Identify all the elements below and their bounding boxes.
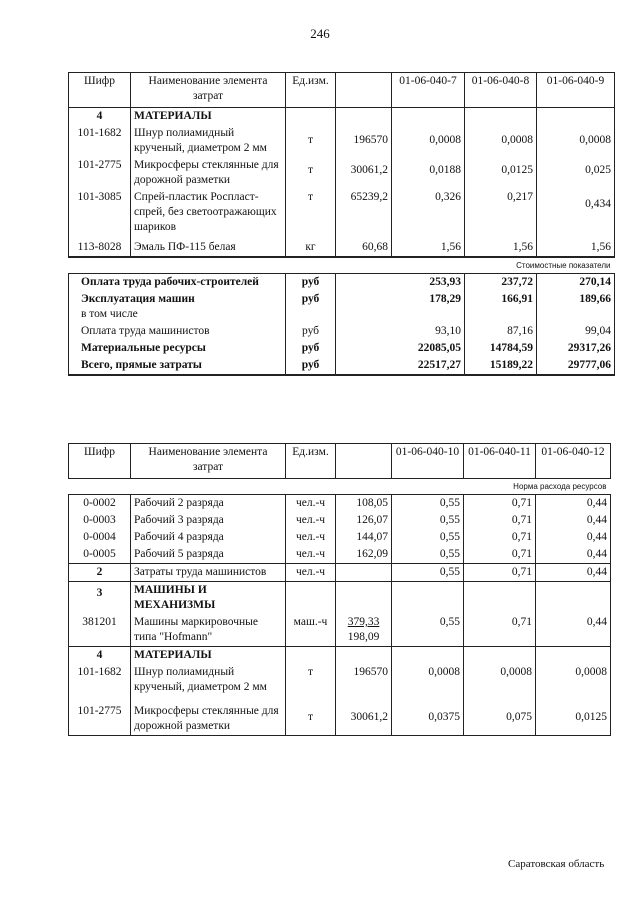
section-number: 3 [69,582,131,615]
price-cell: 108,05 [336,495,392,513]
price-cell [336,614,392,647]
unit-cell: чел.-ч [286,529,336,546]
table-row [69,236,615,257]
name-cell: Рабочий 2 разряда [131,495,286,513]
table-header-row [69,73,615,108]
value-cell: 0,71 [464,564,536,582]
summary-unit: руб [286,357,336,375]
price-cell: 196570 [336,125,392,157]
name-cell: Шнур полиамидный крученый, диаметром 2 мм [131,664,286,696]
section-title: МАШИНЫ И МЕХАНИЗМЫ [131,582,286,615]
value-cell: 1,56 [537,236,615,257]
summary-row [69,291,615,323]
summary-value: 29777,06 [537,357,615,375]
summary-value: 178,29 [336,291,465,323]
summary-value: 270,14 [537,274,615,292]
name-cell: Машины маркировочные типа "Hofmann" [131,614,286,647]
code-cell: 113-8028 [69,236,131,257]
value-cell: 0,434 [537,189,615,236]
code-cell: 0-0004 [69,529,131,546]
unit-cell: т [286,157,336,189]
header-cell: Ед.изм. [286,73,336,108]
cost-label-row [69,257,615,274]
header-cell: 01-06-040-8 [465,73,537,108]
value-cell: 0,0008 [464,664,536,696]
table-row [69,512,611,529]
section-row [69,582,611,615]
summary-value: 22085,05 [336,340,465,357]
summary-value: 87,16 [465,323,537,340]
cost-label: Стоимостные показатели [69,257,615,274]
name-cell: Рабочий 4 разряда [131,529,286,546]
summary-unit: руб [286,323,336,340]
code-cell: 101-2775 [69,157,131,189]
unit-cell: т [286,664,336,696]
table-row [69,495,611,513]
unit-cell: чел.-ч [286,546,336,564]
price-cell: 196570 [336,664,392,696]
section-title: МАТЕРИАЛЫ [131,647,286,665]
name-cell: Микросферы стеклянные для дорожной разметки [131,157,286,189]
value-cell: 0,44 [536,564,611,582]
code-cell: 101-2775 [69,696,131,736]
summary-name: Оплата труда рабочих-строителей [69,274,286,292]
price-cell: 30061,2 [336,696,392,736]
value-cell: 0,44 [536,546,611,564]
header-cell: 01-06-040-10 [392,444,464,479]
value-cell: 0,217 [465,189,537,236]
value-cell: 0,55 [392,614,464,647]
section-title: МАТЕРИАЛЫ [131,108,286,126]
page-number: 246 [310,26,330,41]
unit-cell: маш.-ч [286,614,336,647]
value-cell: 0,0375 [392,696,464,736]
value-cell: 0,71 [464,495,536,513]
value-cell: 0,71 [464,546,536,564]
header-cell: 01-06-040-7 [392,73,465,108]
value-cell: 0,55 [392,564,464,582]
name-cell: Шнур полиамидный крученый, диаметром 2 мм [131,125,286,157]
value-cell: 0,0125 [465,157,537,189]
table-row [69,664,611,696]
unit-cell: т [286,125,336,157]
value-cell: 0,0008 [537,125,615,157]
summary-name: Материальные ресурсы [69,340,286,357]
value-cell: 0,44 [536,614,611,647]
price-primary: 379,33 [347,616,380,628]
unit-cell: чел.-ч [286,564,336,582]
summary-row [69,274,615,292]
price-cell: 60,68 [336,236,392,257]
section-number: 4 [69,647,131,665]
summary-value: 189,66 [537,291,615,323]
value-cell: 0,44 [536,529,611,546]
code-cell: 0-0005 [69,546,131,564]
header-cell: Ед.изм. [286,444,336,479]
value-cell: 0,55 [392,546,464,564]
value-cell: 0,0008 [536,664,611,696]
norm-label: Норма расхода ресурсов [392,479,611,495]
header-cell: Шифр [69,73,131,108]
code-cell: 101-3085 [69,189,131,236]
summary-unit: руб [286,274,336,292]
header-cell: 01-06-040-12 [536,444,611,479]
summary-name: Оплата труда машинистов [69,323,286,340]
value-cell: 0,0008 [465,125,537,157]
resource-table-1 [68,72,615,376]
value-cell: 0,326 [392,189,465,236]
price-cell: 144,07 [336,529,392,546]
table-row [69,189,615,236]
unit-cell: т [286,189,336,236]
summary-sub: в том числе [81,308,138,320]
code-cell: 0-0002 [69,495,131,513]
name-cell: Затраты труда машинистов [131,564,286,582]
price-cell: 126,07 [336,512,392,529]
unit-cell: чел.-ч [286,495,336,513]
unit-cell: чел.-ч [286,512,336,529]
summary-value: 237,72 [465,274,537,292]
section-row [69,108,615,126]
value-cell: 0,71 [464,512,536,529]
value-cell: 0,0008 [392,125,465,157]
table-row [69,157,615,189]
header-cell: Наименование элемента затрат [131,73,286,108]
value-cell: 1,56 [465,236,537,257]
price-cell: 30061,2 [336,157,392,189]
summary-value: 166,91 [465,291,537,323]
section-number: 4 [69,108,131,126]
unit-cell: кг [286,236,336,257]
summary-name: Всего, прямые затраты [69,357,286,375]
unit-cell: т [286,696,336,736]
header-cell: Наименование элемента затрат [131,444,286,479]
value-cell: 0,075 [464,696,536,736]
value-cell: 0,0125 [536,696,611,736]
table-row [69,529,611,546]
header-cell [336,444,392,479]
value-cell: 0,55 [392,529,464,546]
norm-label-row [69,479,611,495]
summary-row [69,357,615,375]
code-cell: 0-0003 [69,512,131,529]
code-cell: 101-1682 [69,125,131,157]
summary-value: 253,93 [336,274,465,292]
price-cell: 65239,2 [336,189,392,236]
resource-table-2 [68,443,611,736]
header-cell: Шифр [69,444,131,479]
header-cell: 01-06-040-11 [464,444,536,479]
summary-unit: руб [286,340,336,357]
table-header-row [69,444,611,479]
value-cell: 0,44 [536,495,611,513]
table-row [69,125,615,157]
header-cell: 01-06-040-9 [537,73,615,108]
price-cell: 162,09 [336,546,392,564]
price-secondary: 198,09 [347,631,380,643]
value-cell: 0,71 [464,529,536,546]
value-cell: 0,0188 [392,157,465,189]
value-cell: 0,55 [392,512,464,529]
summary-row [69,323,615,340]
summary-value: 15189,22 [465,357,537,375]
summary-value: 99,04 [537,323,615,340]
summary-value: 22517,27 [336,357,465,375]
summary-name [69,291,286,323]
table-row [69,696,611,736]
value-cell: 0,0008 [392,664,464,696]
summary-row [69,340,615,357]
summary-name-main: Эксплуатация машин [81,293,195,305]
summary-unit: руб [286,291,336,323]
value-cell: 0,55 [392,495,464,513]
code-cell: 101-1682 [69,664,131,696]
summary-value: 93,10 [336,323,465,340]
name-cell: Рабочий 5 разряда [131,546,286,564]
summary-value: 29317,26 [537,340,615,357]
labor-row [69,564,611,582]
name-cell: Эмаль ПФ-115 белая [131,236,286,257]
name-cell: Спрей-пластик Роспласт-спрей, без светоотражающих шариков [131,189,286,236]
section-number: 2 [69,564,131,582]
table-row [69,614,611,647]
table-row [69,546,611,564]
value-cell: 1,56 [392,236,465,257]
value-cell: 0,44 [536,512,611,529]
name-cell: Рабочий 3 разряда [131,512,286,529]
code-cell: 381201 [69,614,131,647]
section-row [69,647,611,665]
value-cell: 0,71 [464,614,536,647]
region-footer: Саратовская область [508,858,605,870]
value-cell: 0,025 [537,157,615,189]
name-cell: Микросферы стеклянные для дорожной разметки [131,696,286,736]
summary-value: 14784,59 [465,340,537,357]
header-cell [336,73,392,108]
